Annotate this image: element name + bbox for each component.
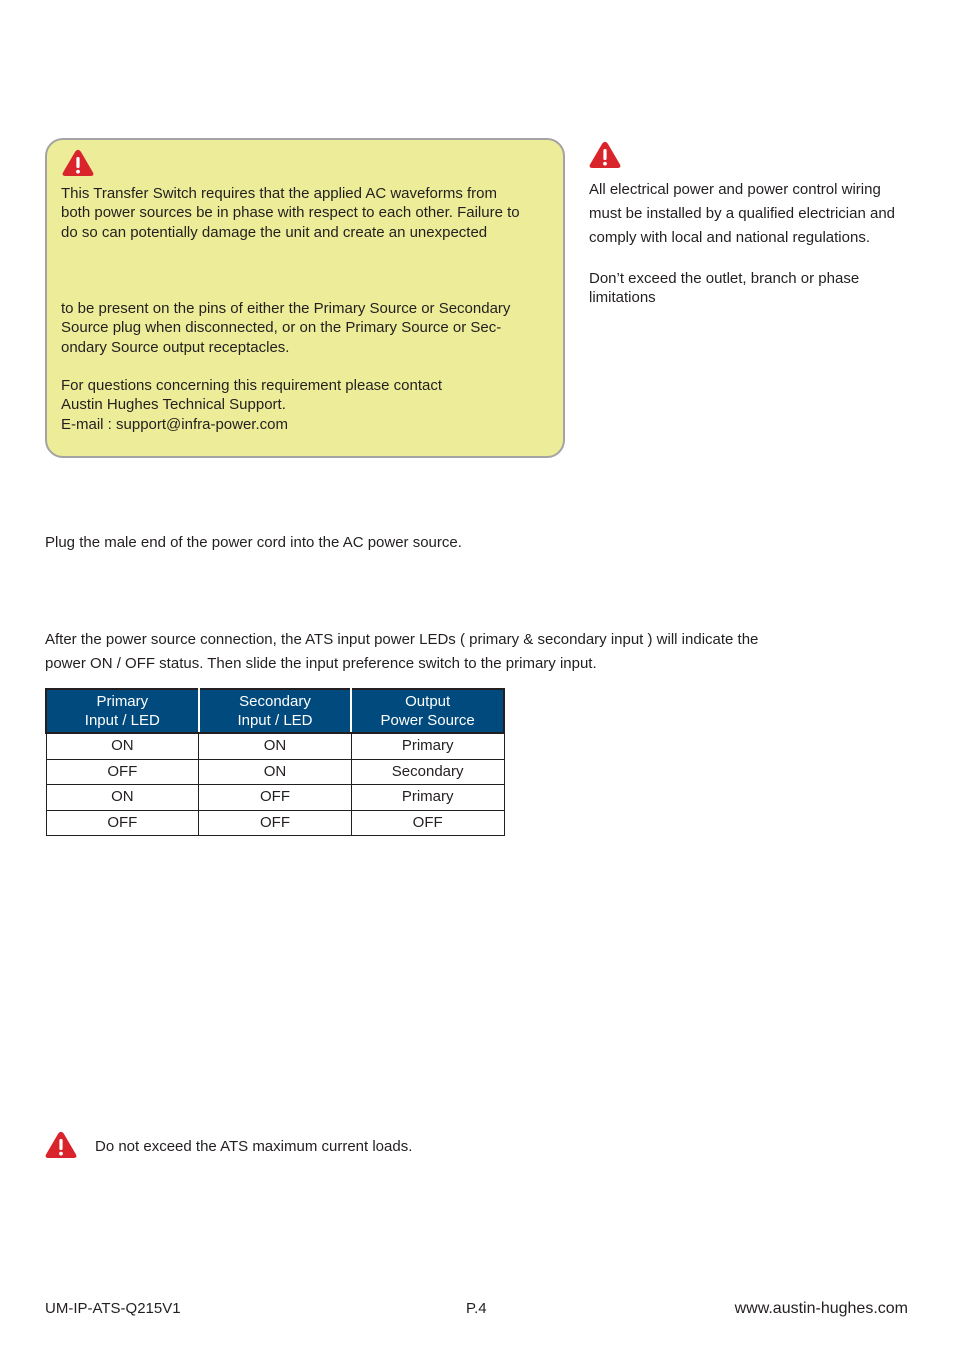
caution-line: do so can potentially damage the unit and create an unexpected bbox=[61, 223, 488, 241]
warning-line: All electrical power and power control wiring bbox=[589, 181, 881, 198]
caution-paragraph-1 bbox=[61, 184, 520, 242]
warning-triangle-icon bbox=[45, 1131, 77, 1159]
led-status-table bbox=[45, 688, 505, 836]
max-load-warning: Do not exceed the ATS maximum current loads. bbox=[95, 1138, 413, 1155]
caution-line: ondary Source output receptacles. bbox=[61, 338, 290, 356]
limits-warning-text bbox=[589, 269, 859, 307]
header-primary-input: Primary Input / LED bbox=[46, 689, 199, 733]
warning-triangle-icon bbox=[589, 141, 621, 169]
caution-paragraph-3 bbox=[61, 376, 442, 434]
warning-line: must be installed by a qualified electrician and bbox=[589, 205, 896, 222]
table-cell: OFF bbox=[199, 810, 352, 836]
caution-line: This Transfer Switch requires that the applied AC waveforms from bbox=[61, 185, 498, 202]
warning-line: comply with local and national regulations. bbox=[589, 229, 870, 246]
caution-line: For questions concerning this requirement please contact bbox=[61, 377, 443, 394]
table-row bbox=[46, 785, 504, 811]
table-cell: Primary bbox=[351, 733, 504, 759]
table-cell: OFF bbox=[199, 785, 352, 811]
caution-line: Source plug when disconnected, or on the Primary Source or Sec- bbox=[61, 319, 502, 337]
table-cell: Primary bbox=[351, 785, 504, 811]
page-number: P.4 bbox=[466, 1300, 487, 1317]
plug-instruction: Plug the male end of the power cord into the AC power source. bbox=[45, 534, 462, 551]
table-cell: ON bbox=[46, 733, 199, 759]
header-secondary-input: Secondary Input / LED bbox=[199, 689, 352, 733]
warning-line: Don’t exceed the outlet, branch or phase bbox=[589, 270, 860, 287]
instruction-line: power ON / OFF status. Then slide the input preference switch to the primary input. bbox=[45, 655, 597, 672]
table-cell: ON bbox=[199, 759, 352, 785]
instruction-line: After the power source connection, the ATS input power LEDs ( primary & secondary input ) will indicate the bbox=[45, 631, 759, 648]
caution-box bbox=[45, 138, 565, 458]
table-cell: OFF bbox=[46, 759, 199, 785]
table-row bbox=[46, 810, 504, 836]
caution-line: to be present on the pins of either the Primary Source or Secondary bbox=[61, 300, 511, 317]
table-cell: OFF bbox=[46, 810, 199, 836]
led-instruction bbox=[45, 628, 758, 676]
table-cell: ON bbox=[199, 733, 352, 759]
caution-line: both power sources be in phase with respect to each other. Failure to bbox=[61, 204, 520, 222]
table-cell: Secondary bbox=[351, 759, 504, 785]
table-header-row bbox=[46, 689, 504, 733]
caution-line: E-mail : support@infra-power.com bbox=[61, 415, 288, 433]
wiring-warning-text bbox=[589, 178, 895, 250]
caution-paragraph-2 bbox=[61, 299, 510, 357]
warning-triangle-icon bbox=[62, 149, 94, 177]
caution-line: Austin Hughes Technical Support. bbox=[61, 396, 286, 414]
table-cell: OFF bbox=[351, 810, 504, 836]
table-cell: ON bbox=[46, 785, 199, 811]
table-row bbox=[46, 759, 504, 785]
header-output-source: Output Power Source bbox=[351, 689, 504, 733]
document-code: UM-IP-ATS-Q215V1 bbox=[45, 1300, 181, 1317]
website-link[interactable]: www.austin-hughes.com bbox=[734, 1300, 908, 1317]
warning-line: limitations bbox=[589, 289, 656, 306]
table-row bbox=[46, 733, 504, 759]
